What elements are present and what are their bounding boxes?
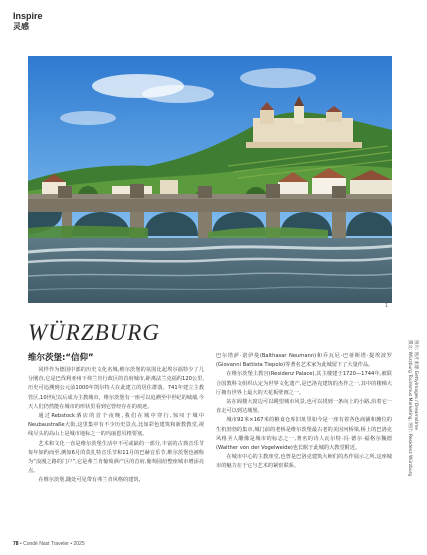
section-label-zh: 灵感: [13, 22, 29, 31]
body-paragraph: 巴尔塔萨·诺伊曼(Balthasar Neumann)和乔瓦尼·巴蒂斯塔·提埃波罗(Giovanni Battista Tiepolo)等著名艺术家为此城留下了大量作品。: [216, 353, 392, 369]
issue-year: 2025: [73, 541, 85, 547]
right-column: [216, 352, 392, 472]
hero-photo: [28, 56, 392, 303]
body-paragraph: 通过Rebstock酒店的首个夜晚,我们在城中穿行,惊叹于城中Neubaustraße大街,这里集中有不少历史景点,比如彩色建筑和新教教堂,视线尽头的高山上是城市地标之一的玛丽恩贝格要塞。: [28, 413, 204, 438]
body-paragraph: 在维尔茨堡主教宫(Residenz Palace),其主楼建于1720—1744年,被联合国教科文组织认定为世界文化遗产,是巴洛克建筑的杰作之一,其中的楼梯大厅拥有世界上最大的天花板壁画之一。: [216, 371, 392, 396]
credit-line: 撰文: Würzburg Tourismus Marketing, 图片: Residenz Würzburg: [407, 340, 413, 477]
publication-name: Condé Nast Traveler: [23, 541, 69, 547]
left-column: [28, 352, 204, 486]
body-paragraph: 站在阁楼大窗边可以眺望城市风景,也可以找到一条向上的小路,沿着它一直走可以到达城堡。: [216, 399, 392, 415]
body-paragraph: 城市92米×167米的粮食仓库旧址里如今是一座有着各色商铺和摊位的生机勃勃的集市,城门前的老桥是维尔茨堡最古老的美因河桥梁,桥上的巴洛克风格圣人雕像是城市的标志之一,著名的诗人瓦尔特·冯·德尔·福格尔魏德(Walther von der Vogelweide)也长眠于此城的大教堂附近。: [216, 417, 392, 452]
article-subhead: 维尔茨堡:“信仰”: [28, 353, 94, 363]
photo-index: 1: [385, 303, 388, 309]
article-headline: WÜRZBURG: [28, 320, 160, 345]
body-paragraph: 在维尔茨堡,随处可见带有弗兰肯风格的建筑,: [38, 477, 141, 484]
body-paragraph: 艺术和文化一直是维尔茨堡生活中不可或缺的一部分,丰富的古典音乐节每年如约而至,例如6月的莫扎特音乐节和11月的巴赫音乐节,维尔茨堡也被称为“浪漫之路的门户”,它是弗兰肯葡萄酒产区的首府,葡萄园给整座城市增添亮点。: [28, 440, 204, 475]
credit-line: 图片: 图片来源 Gettyimages / Dreamstime: [413, 340, 418, 430]
section-label-en: Inspire: [13, 11, 43, 21]
page-number: 78: [13, 541, 19, 547]
footer-separator: •: [19, 541, 24, 547]
footer-separator: •: [70, 541, 74, 547]
photo-credit: [402, 340, 418, 525]
body-paragraph: 在城市中心的主教座堂,也曾是巴洛克建筑大师们的杰作展示之所,这座城市的魅力在于它与艺术的紧密联系。: [216, 454, 392, 470]
section-tag: [13, 12, 43, 31]
body-paragraph: 同样作为德国中部的历史文化名城,维尔茨堡的氛围比起埃尔福特少了几分刚直,它是巴伐利亚州下弗兰肯行政区的首府城市,距离法兰克福约120公里,历史可追溯到公元前1000年凯尔特人在此建立的居住群落。741年建立主教管区,10世纪以后成为主教城市。维尔茨堡有一座可以追溯至中世纪的城墙,今天人们仍然能在城市的形状里看到它曾经存在的痕迹。: [28, 367, 204, 410]
page-footer: [13, 541, 85, 547]
